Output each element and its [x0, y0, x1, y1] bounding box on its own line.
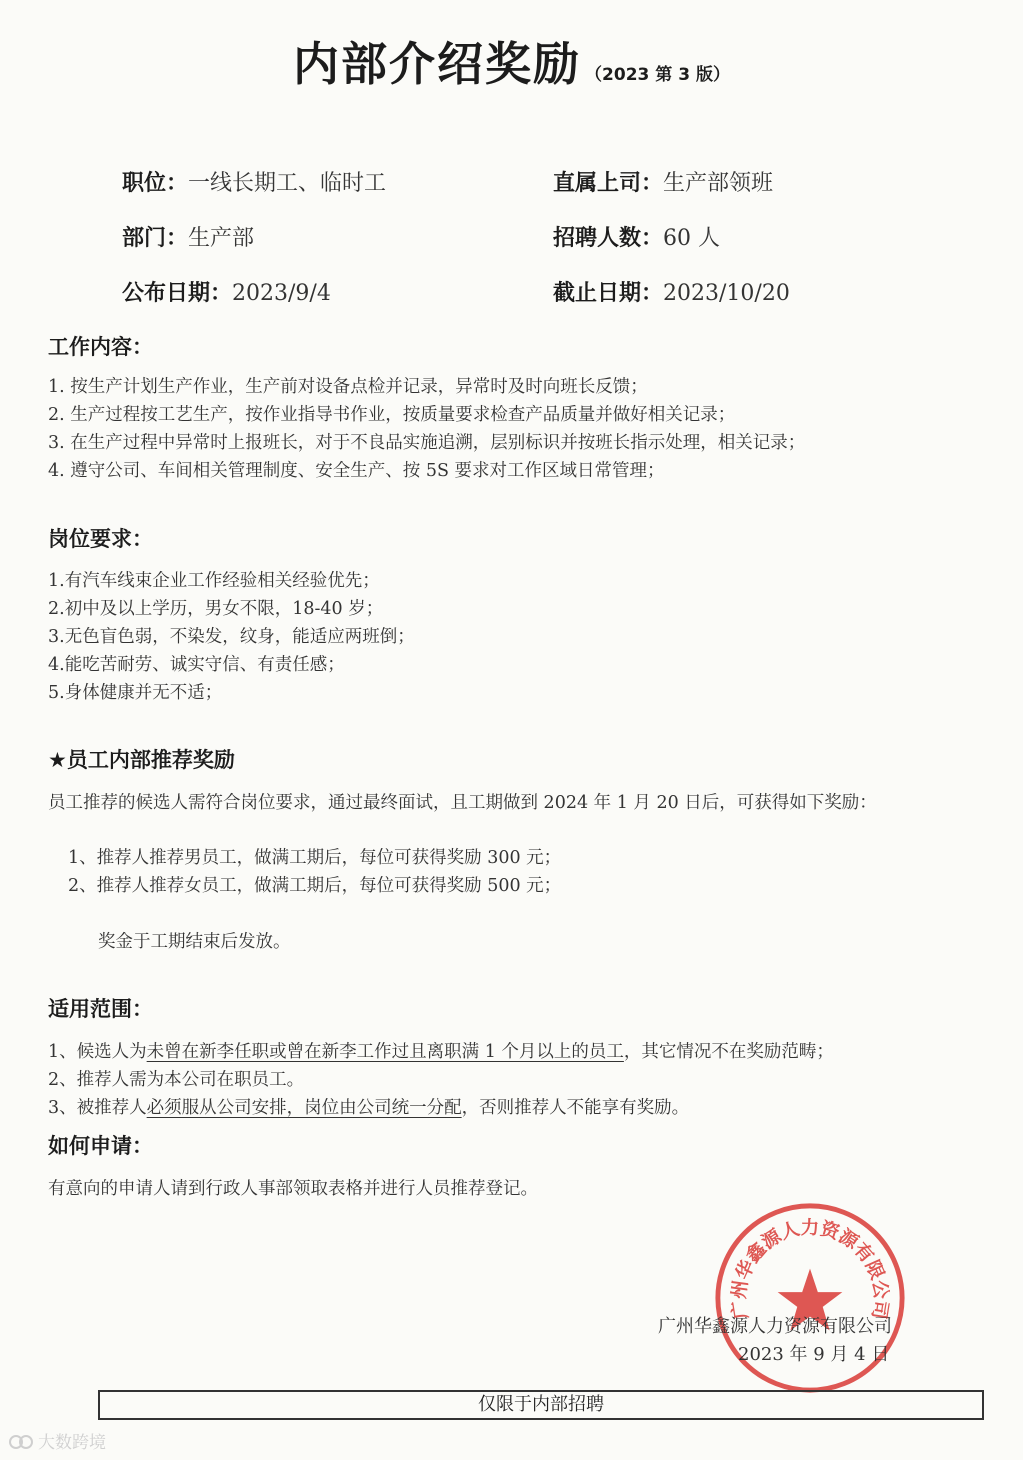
publish-date-value: 2023/9/4 [232, 281, 331, 306]
headcount-value: 60 人 [663, 226, 721, 251]
meta-position [122, 166, 386, 197]
deadline-label: 截止日期： [553, 281, 664, 306]
scope-item-2: 2、推荐人需为本公司在职员工。 [48, 1070, 305, 1090]
meta-publish-date [122, 276, 331, 307]
meta-department [122, 221, 254, 252]
requirement-item: 3.无色盲色弱，不染发，纹身，能适应两班倒； [48, 627, 415, 647]
scope-item-1 [48, 1038, 834, 1063]
requirements-heading: 岗位要求： [48, 527, 153, 551]
department-label: 部门： [122, 226, 189, 251]
apply-heading: 如何申请： [48, 1134, 153, 1158]
meta-supervisor [553, 166, 773, 197]
signature-date: 2023 年 9 月 4 日 [738, 1344, 890, 1365]
scope-item-3 [48, 1094, 689, 1119]
watermark-text: 大数跨境 [38, 1433, 106, 1453]
duties-heading: 工作内容： [48, 335, 153, 359]
duty-item: 3. 在生产过程中异常时上报班长，对于不良品实施追溯，层别标识并按班长指示处理，相关记录； [48, 433, 806, 453]
supervisor-value: 生产部领班 [663, 171, 774, 196]
supervisor-label: 直属上司： [553, 171, 664, 196]
deadline-value: 2023/10/20 [663, 281, 790, 306]
scope-item-3-suffix: ，否则推荐人不能享有奖励。 [461, 1098, 690, 1118]
duty-item: 1. 按生产计划生产作业，生产前对设备点检并记录，异常时及时向班长反馈； [48, 377, 648, 397]
scope-item-1-prefix: 1、候选人为 [48, 1042, 147, 1062]
requirement-item: 1.有汽车线束企业工作经验相关经验优先； [48, 571, 380, 591]
meta-headcount [553, 221, 720, 252]
reward-item: 2、推荐人推荐女员工，做满工期后，每位可获得奖励 500 元； [68, 876, 562, 896]
duty-item: 2. 生产过程按工艺生产，按作业指导书作业，按质量要求检查产品质量并做好相关记录； [48, 405, 736, 425]
reward-item: 1、推荐人推荐男员工，做满工期后，每位可获得奖励 300 元； [68, 848, 562, 868]
watermark [8, 1428, 106, 1453]
headcount-label: 招聘人数： [553, 226, 664, 251]
watermark-logo-icon [8, 1433, 34, 1451]
department-value: 生产部 [188, 226, 255, 251]
signature-company: 广州华鑫源人力资源有限公司 [658, 1316, 892, 1337]
scope-item-3-prefix: 3、被推荐人 [48, 1098, 147, 1118]
requirement-item: 4.能吃苦耐劳、诚实守信、有责任感； [48, 655, 345, 675]
company-seal [712, 1200, 908, 1396]
position-label: 职位： [122, 171, 189, 196]
requirement-item: 2.初中及以上学历，男女不限，18-40 岁； [48, 599, 384, 619]
publish-date-label: 公布日期： [122, 281, 233, 306]
scope-item-1-underlined: 未曾在新李任职或曾在新李工作过且离职满 1 个月以上的员工 [146, 1042, 624, 1062]
requirement-item: 5.身体健康并无不适； [48, 683, 223, 703]
edition-label: （2023 第 3 版） [585, 65, 730, 85]
reward-heading: ★员工内部推荐奖励 [48, 748, 235, 772]
seal-text: 广州华鑫源人力资源有限公司 [728, 1217, 892, 1321]
apply-text: 有意向的申请人请到行政人事部领取表格并进行人员推荐登记。 [48, 1179, 538, 1199]
scope-item-1-suffix: ，其它情况不在奖励范畴； [623, 1042, 834, 1062]
footer-notice: 仅限于内部招聘 [98, 1390, 984, 1420]
position-value: 一线长期工、临时工 [188, 171, 387, 196]
duty-item: 4. 遵守公司、车间相关管理制度、安全生产、按 5S 要求对工作区域日常管理； [48, 461, 665, 481]
header [0, 28, 1023, 94]
reward-note: 奖金于工期结束后发放。 [98, 932, 291, 952]
reward-intro: 员工推荐的候选人需符合岗位要求，通过最终面试，且工期做到 2024 年 1 月 20 日后，可获得如下奖励： [48, 793, 877, 813]
meta-deadline [553, 276, 790, 307]
scope-item-3-underlined: 必须服从公司安排，岗位由公司统一分配 [146, 1098, 462, 1118]
page-title: 内部介绍奖励 [293, 37, 582, 91]
scope-heading: 适用范围： [48, 997, 153, 1021]
